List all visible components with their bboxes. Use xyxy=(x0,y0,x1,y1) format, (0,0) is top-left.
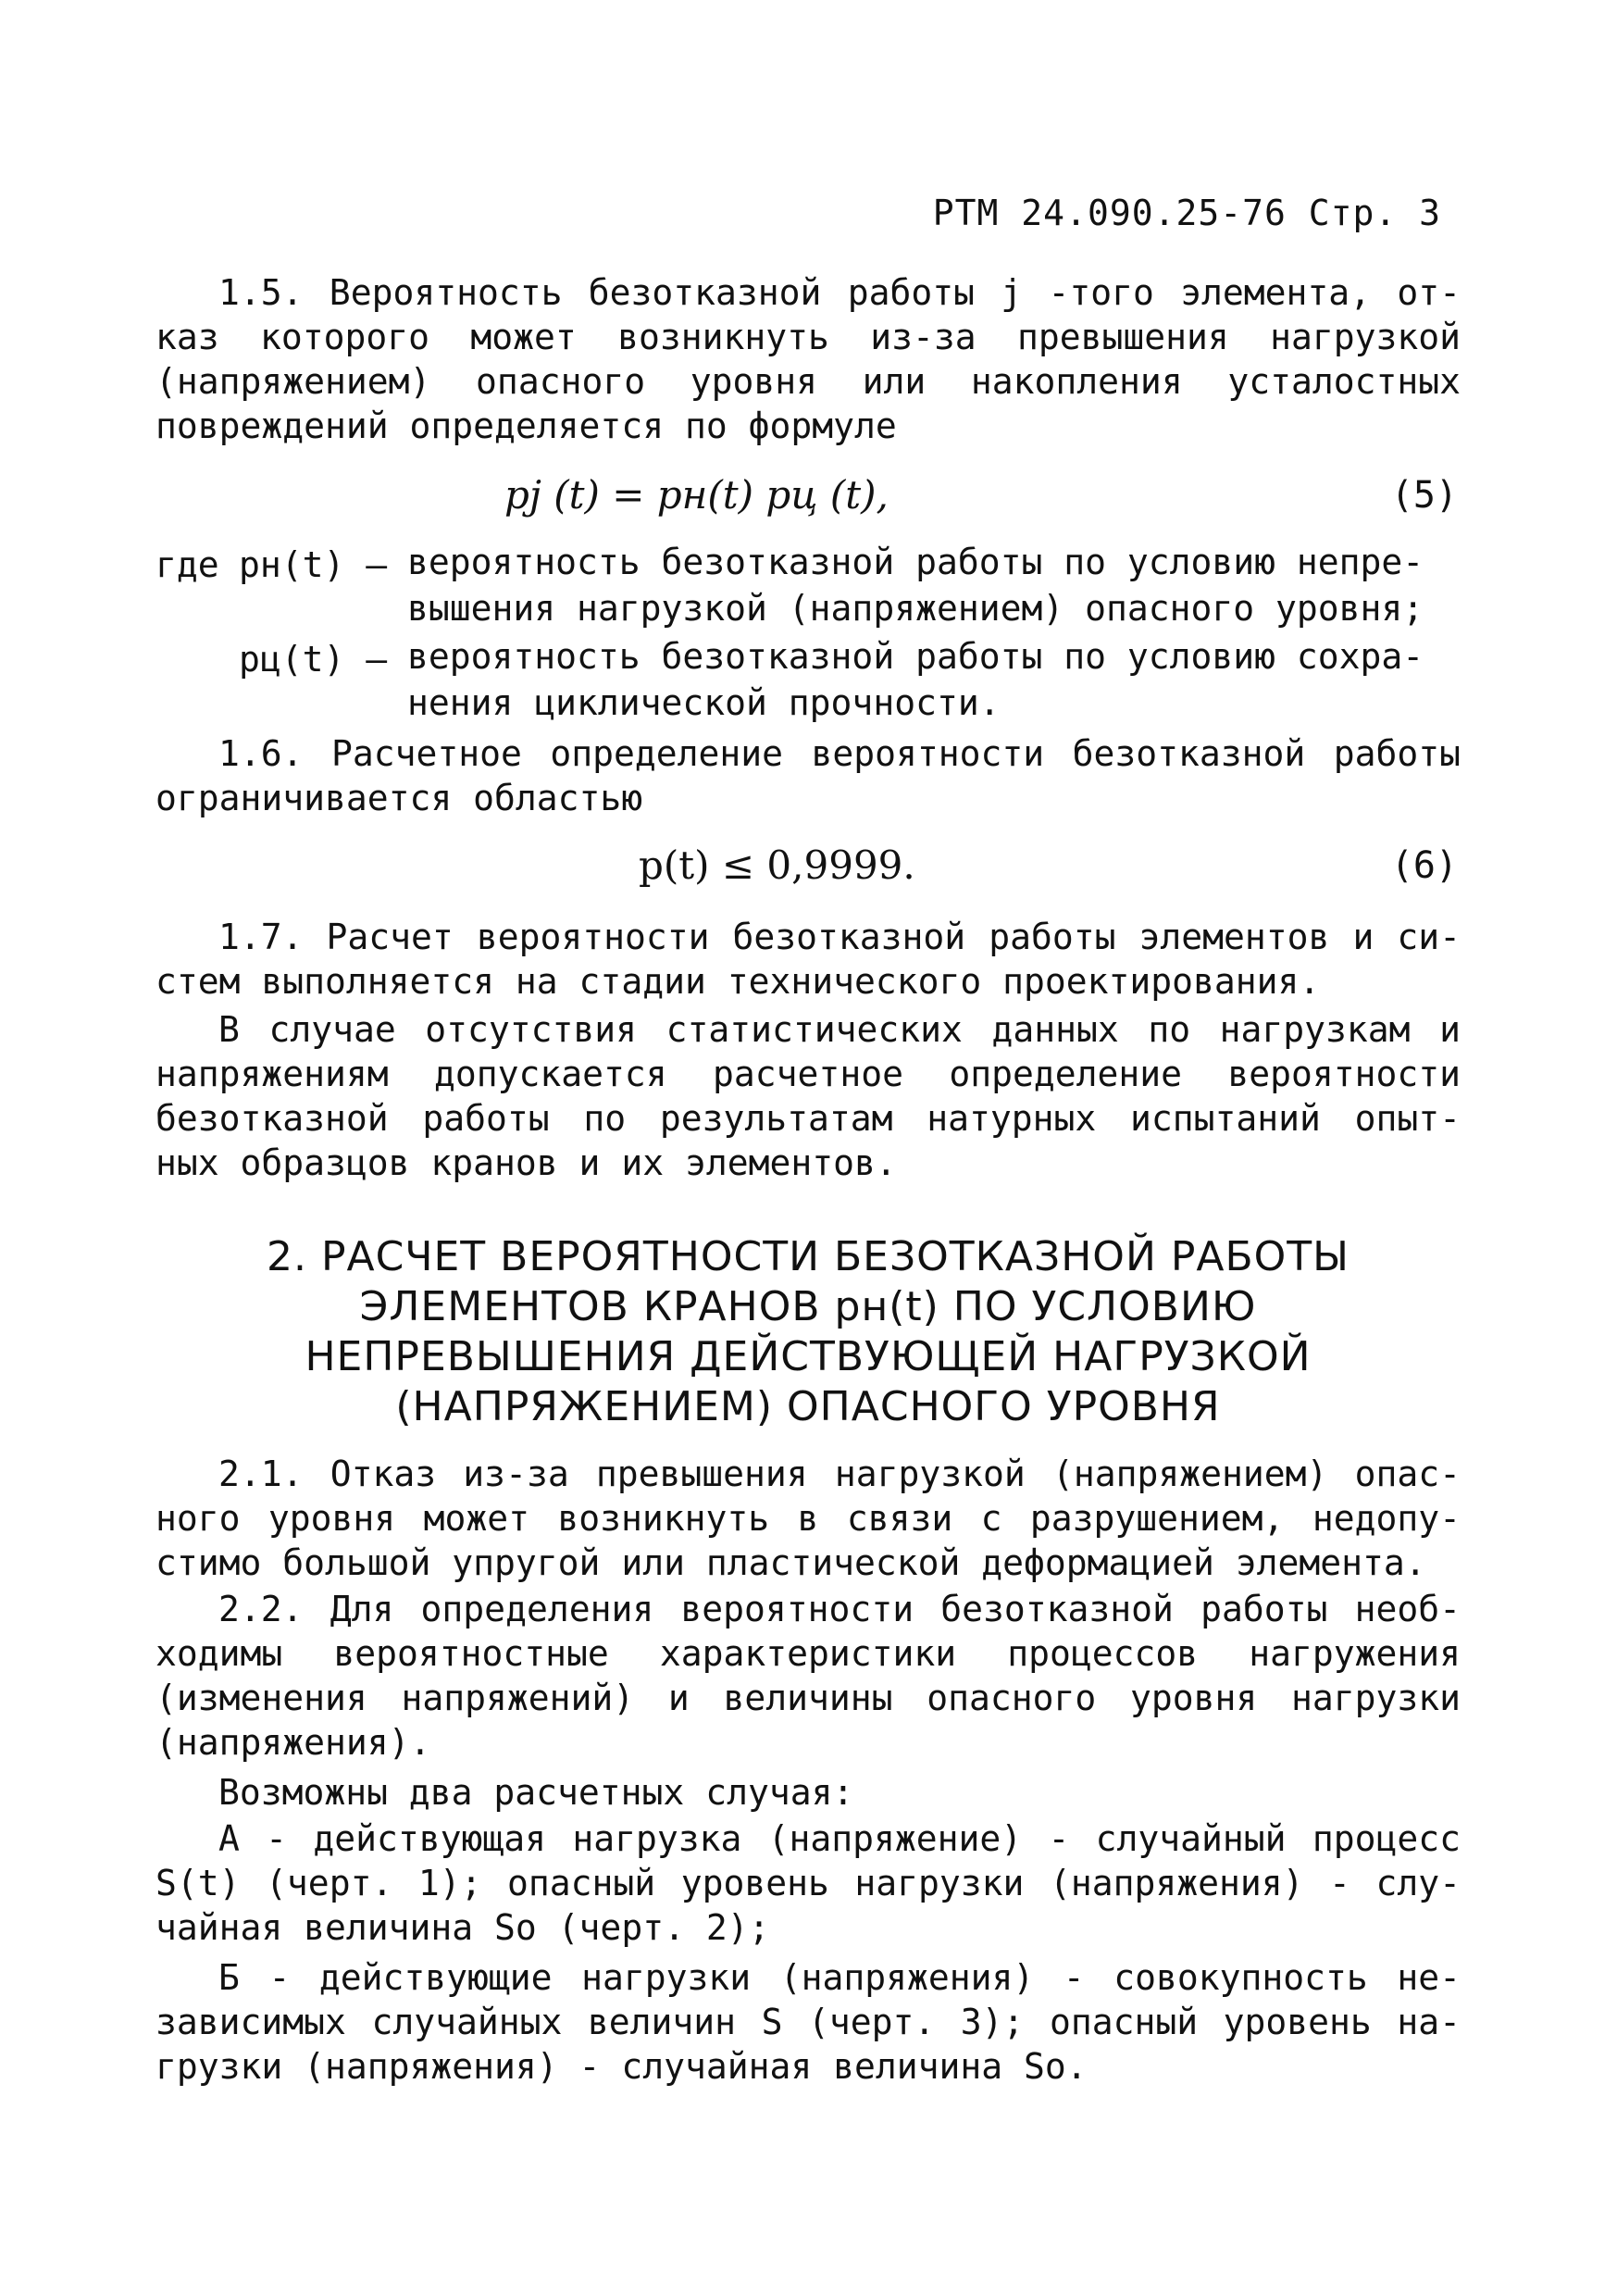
p21-line-2: ного уровня может возникнуть в связи с разрушением, недопу- xyxy=(155,1498,1461,1539)
p17b-line-1: В случае отсутствия статистических данных по нагрузкам и xyxy=(218,1009,1461,1050)
p22-line-4: (напряжения). xyxy=(155,1722,431,1763)
section-2-heading-line-2: ЭЛЕМЕНТОВ КРАНОВ pн(t) ПО УСЛОВИЮ xyxy=(359,1283,1257,1330)
p17-line-2: стем выполняется на стадии технического проектирования. xyxy=(155,961,1321,1002)
section-2-heading-line-1: 2. РАСЧЕТ ВЕРОЯТНОСТИ БЕЗОТКАЗНОЙ РАБОТЫ xyxy=(267,1233,1350,1280)
section-2-heading-line-4: (НАПРЯЖЕНИЕМ) ОПАСНОГО УРОВНЯ xyxy=(395,1383,1221,1430)
p22-line-3: (изменения напряжений) и величины опасного уровня нагрузки xyxy=(155,1678,1461,1718)
p21-line-3: стимо большой упругой или пластической деформацией элемента. xyxy=(155,1542,1426,1583)
p15-line-3: (напряжением) опасного уровня или накопления усталостных xyxy=(155,361,1461,402)
p16-line-2: ограничивается областью xyxy=(155,778,643,818)
p17b-line-4: ных образцов кранов и их элементов. xyxy=(155,1142,897,1183)
page-header: РТМ 24.090.25-76 Стр. 3 xyxy=(932,193,1441,233)
case-a-line-2: S(t) (черт. 1); опасный уровень нагрузки (напряжения) - слу- xyxy=(155,1863,1461,1903)
def-1-symbol: pн(t) – xyxy=(239,544,388,585)
p15-line-1: 1.5. Вероятность безотказной работы j -того элемента, от- xyxy=(218,272,1461,313)
p15-line-2: каз которого может возникнуть из-за превышения нагрузкой xyxy=(155,317,1461,357)
case-b-line-3: грузки (напряжения) - случайная величина So. xyxy=(155,2046,1088,2087)
p22-line-2: ходимы вероятностные характеристики процессов нагружения xyxy=(155,1633,1461,1674)
possible-cases: Возможны два расчетных случая: xyxy=(218,1772,854,1813)
formula-6: p(t) ≤ 0,9999. xyxy=(639,842,915,888)
def-2-text: вероятность безотказной работы по условию сохра-нения циклической прочности. xyxy=(407,636,1424,723)
case-b-line-2: зависимых случайных величин S (черт. 3); опасный уровень на- xyxy=(155,2002,1461,2042)
p22-line-1: 2.2. Для определения вероятности безотказной работы необ- xyxy=(218,1589,1461,1629)
section-2-heading-line-3: НЕПРЕВЫШЕНИЯ ДЕЙСТВУЮЩЕЙ НАГРУЗКОЙ xyxy=(305,1333,1312,1380)
p17b-line-2: напряжениям допускается расчетное определение вероятности xyxy=(155,1054,1461,1094)
p17b-line-3: безотказной работы по результатам натурных испытаний опыт- xyxy=(155,1098,1461,1139)
def-1-text: вероятность безотказной работы по условию непре-вышения нагрузкой (напряжением) опасного уровня; xyxy=(407,542,1424,629)
p21-line-1: 2.1. Отказ из-за превышения нагрузкой (напряжением) опас- xyxy=(218,1454,1461,1494)
def-2-symbol: pц(t) – xyxy=(239,639,388,680)
case-b-line-1: Б - действующие нагрузки (напряжения) - совокупность не- xyxy=(218,1957,1461,1998)
case-a-line-1: А - действующая нагрузка (напряжение) - случайный процесс xyxy=(218,1818,1461,1859)
formula-5: pj (t) = pн(t) pц (t), xyxy=(504,472,889,518)
case-a-line-3: чайная величина So (черт. 2); xyxy=(155,1907,770,1948)
equation-number-5: (5) xyxy=(1390,474,1458,517)
p17-line-1: 1.7. Расчет вероятности безотказной работы элементов и си- xyxy=(218,917,1461,957)
p15-line-4: повреждений определяется по формуле xyxy=(155,406,897,446)
where-label: где xyxy=(155,544,219,585)
p16-line-1: 1.6. Расчетное определение вероятности безотказной работы xyxy=(218,733,1461,774)
equation-number-6: (6) xyxy=(1390,844,1458,887)
